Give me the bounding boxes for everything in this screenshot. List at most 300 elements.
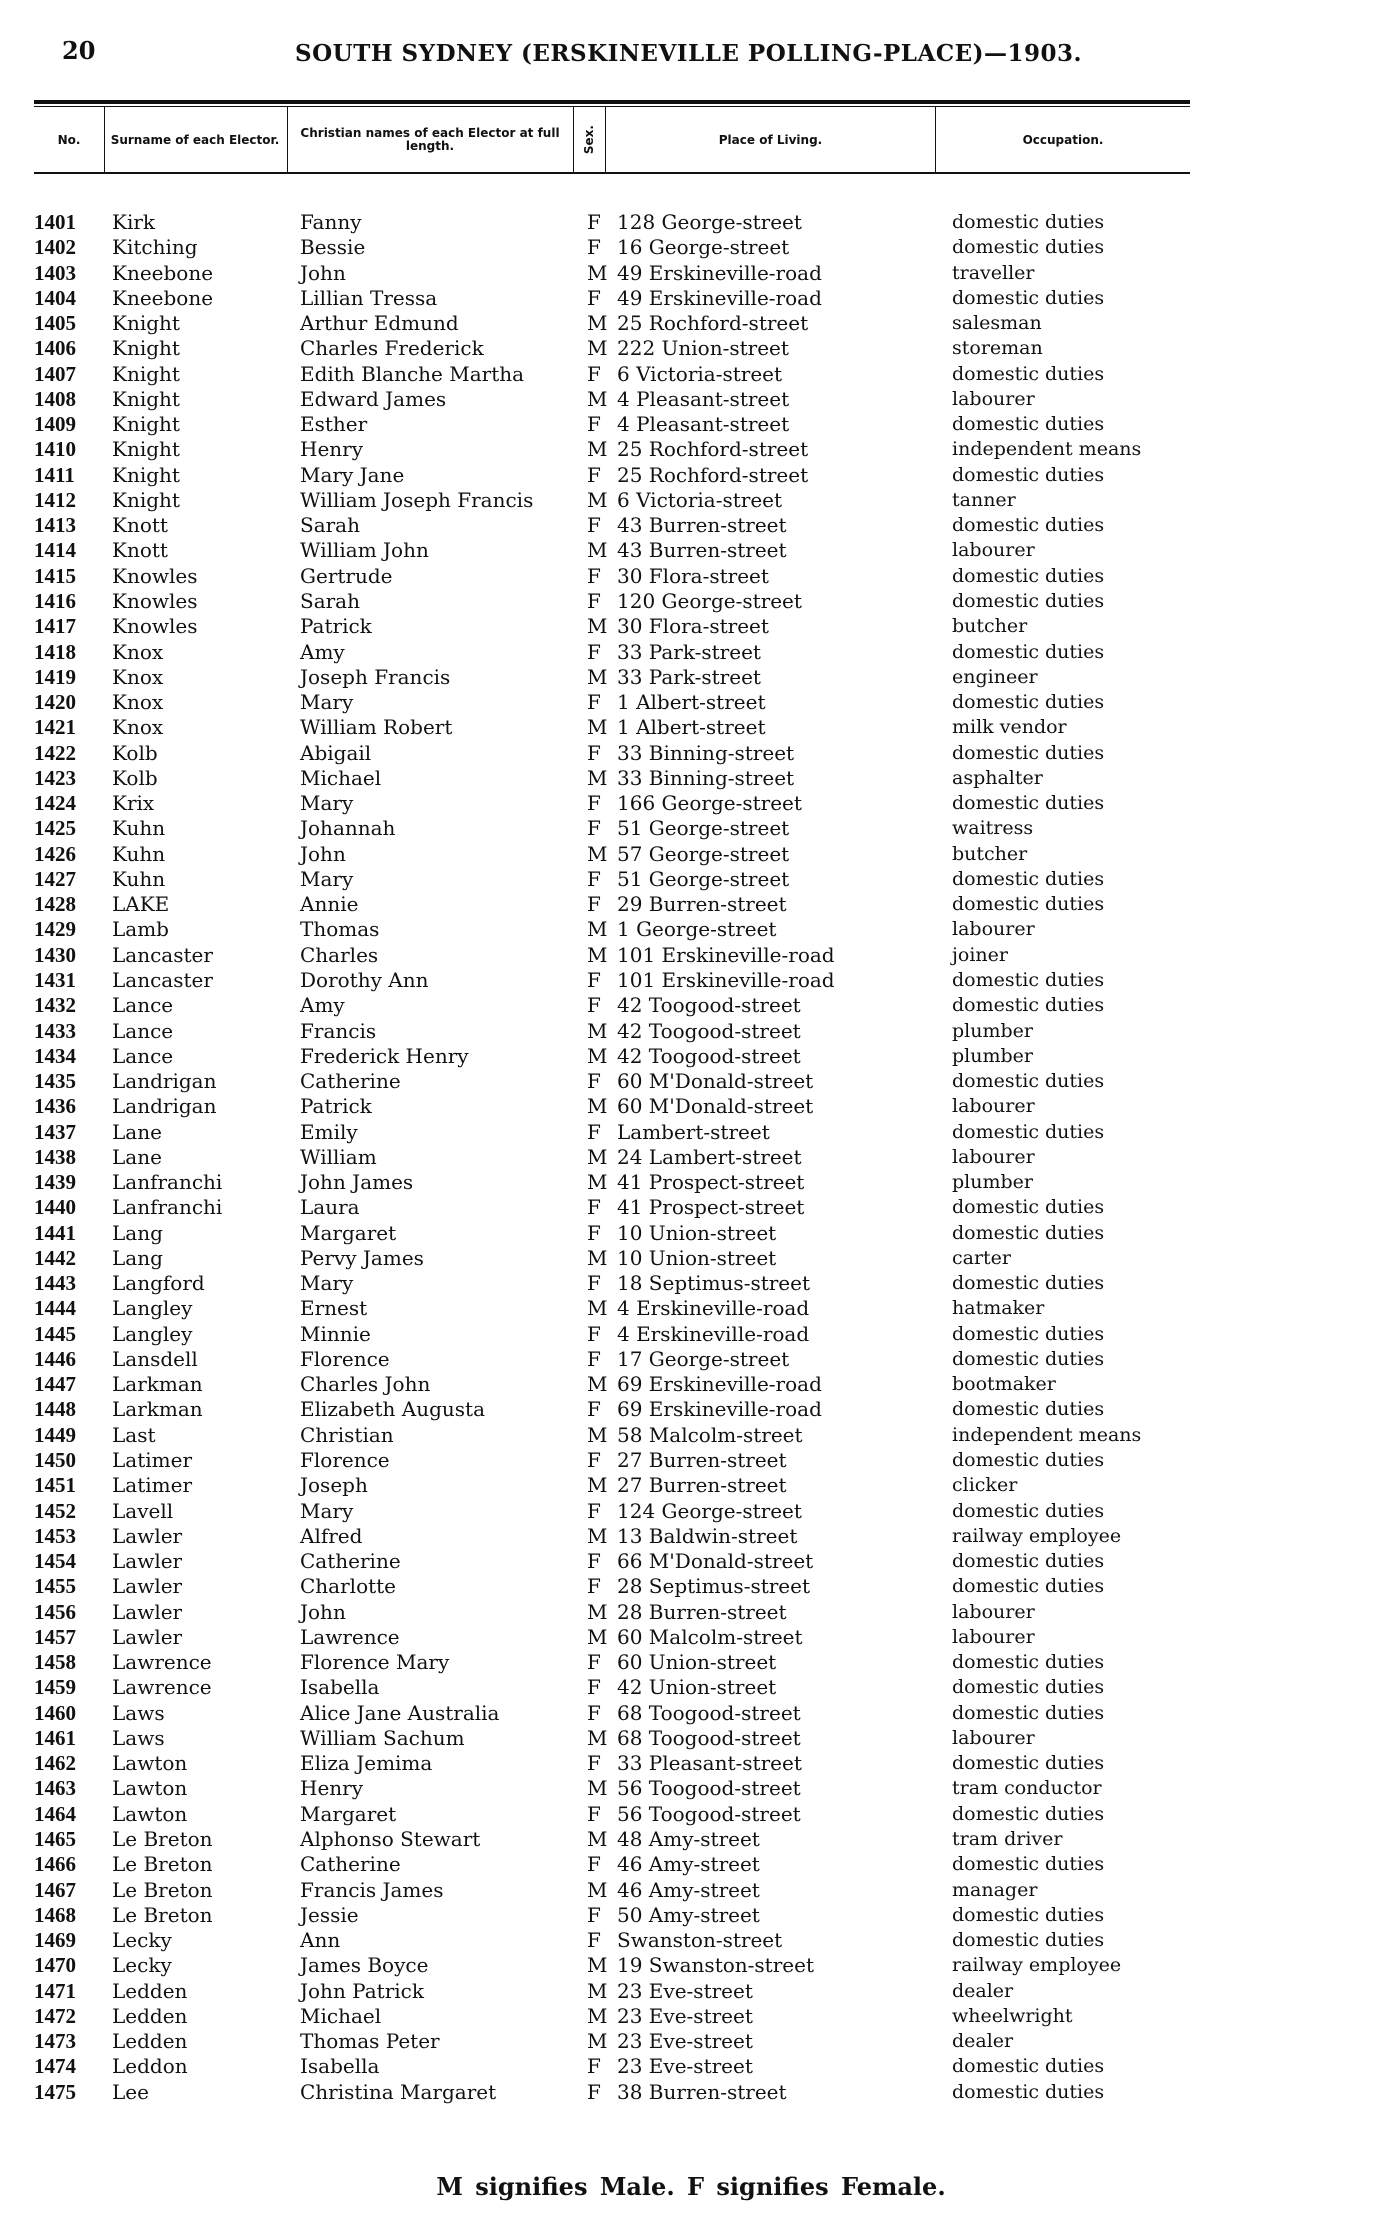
occupation: domestic duties xyxy=(952,413,1105,436)
place-of-living: 30 Flora-street xyxy=(617,563,769,588)
header-rule-thick xyxy=(34,100,1190,104)
surname: Larkman xyxy=(112,1397,203,1422)
occupation: labourer xyxy=(952,1600,1035,1623)
surname: Lane xyxy=(112,1119,162,1144)
elector-number: 1425 xyxy=(34,816,76,841)
occupation: railway employee xyxy=(952,1954,1122,1977)
place-of-living: 4 Pleasant-street xyxy=(617,386,790,411)
place-of-living: 69 Erskineville-road xyxy=(617,1372,822,1397)
place-of-living: 43 Burren-street xyxy=(617,513,787,538)
elector-number: 1402 xyxy=(34,235,76,260)
surname: Kitching xyxy=(112,235,198,260)
sex: M xyxy=(587,1978,608,2003)
table-row xyxy=(0,488,1382,513)
occupation: domestic duties xyxy=(952,1550,1105,1573)
occupation: joiner xyxy=(952,943,1008,966)
place-of-living: 58 Malcolm-street xyxy=(617,1422,803,1447)
place-of-living: 25 Rochford-street xyxy=(617,462,809,487)
surname: Laws xyxy=(112,1700,165,1725)
sex: M xyxy=(587,614,608,639)
elector-number: 1433 xyxy=(34,1018,76,1043)
occupation: plumber xyxy=(952,1044,1033,1067)
sex: F xyxy=(587,816,601,841)
occupation: engineer xyxy=(952,665,1038,688)
surname: Lancaster xyxy=(112,942,213,967)
occupation: domestic duties xyxy=(952,1752,1105,1775)
place-of-living: 42 Toogood-street xyxy=(617,1043,801,1068)
surname: Last xyxy=(112,1422,156,1447)
place-of-living: Swanston-street xyxy=(617,1928,783,1953)
christian-names: Sarah xyxy=(300,513,360,538)
place-of-living: 10 Union-street xyxy=(617,1220,777,1245)
place-of-living: 49 Erskineville-road xyxy=(617,260,822,285)
christian-names: Eliza Jemima xyxy=(300,1751,433,1776)
elector-number: 1439 xyxy=(34,1170,76,1195)
table-row xyxy=(0,690,1382,715)
surname: Kuhn xyxy=(112,866,166,891)
sex: M xyxy=(587,1473,608,1498)
elector-number: 1459 xyxy=(34,1675,76,1700)
place-of-living: 51 George-street xyxy=(617,816,790,841)
place-of-living: 56 Toogood-street xyxy=(617,1801,801,1826)
christian-names: Jessie xyxy=(300,1902,359,1927)
elector-number: 1429 xyxy=(34,917,76,942)
surname: Kirk xyxy=(112,210,156,234)
occupation: asphalter xyxy=(952,766,1043,789)
table-row xyxy=(0,1271,1382,1296)
christian-names: Pervy James xyxy=(300,1245,424,1270)
sex: F xyxy=(587,588,601,613)
elector-number: 1444 xyxy=(34,1296,76,1321)
christian-names: Amy xyxy=(300,993,345,1018)
occupation: domestic duties xyxy=(952,1120,1105,1143)
occupation: domestic duties xyxy=(952,640,1105,663)
place-of-living: 1 Albert-street xyxy=(617,715,766,740)
place-of-living: 13 Baldwin-street xyxy=(617,1523,798,1548)
occupation: domestic duties xyxy=(952,286,1105,309)
surname: Lawton xyxy=(112,1776,188,1801)
table-row xyxy=(0,943,1382,968)
table-row xyxy=(0,1574,1382,1599)
occupation: dealer xyxy=(952,2030,1014,2053)
table-row xyxy=(0,1802,1382,1827)
occupation: domestic duties xyxy=(952,236,1105,259)
table-row xyxy=(0,1499,1382,1524)
elector-number: 1443 xyxy=(34,1271,76,1296)
christian-names: Patrick xyxy=(300,614,372,639)
christian-names: Mary xyxy=(300,866,354,891)
surname: Knowles xyxy=(112,563,198,588)
sex: F xyxy=(587,1271,601,1296)
sex: F xyxy=(587,1119,601,1144)
sex: F xyxy=(587,1751,601,1776)
occupation: tram driver xyxy=(952,1828,1063,1850)
elector-number: 1430 xyxy=(34,942,76,967)
elector-number: 1406 xyxy=(34,336,76,361)
christian-names: Edward James xyxy=(300,386,447,411)
elector-number: 1436 xyxy=(34,1094,76,1119)
sex: M xyxy=(587,487,608,512)
sex: M xyxy=(587,2029,608,2054)
table-row xyxy=(0,261,1382,286)
christian-names: Isabella xyxy=(300,2054,380,2079)
occupation: domestic duties xyxy=(952,691,1105,714)
place-of-living: 23 Eve-street xyxy=(617,2029,753,2054)
elector-number: 1450 xyxy=(34,1448,76,1473)
table-row xyxy=(0,286,1382,311)
table-row xyxy=(0,1751,1382,1776)
sex: M xyxy=(587,1599,608,1624)
table-row xyxy=(0,1347,1382,1372)
sex: F xyxy=(587,2079,601,2104)
surname: Lansdell xyxy=(112,1346,198,1371)
surname: Knight xyxy=(112,462,180,487)
table-row xyxy=(0,867,1382,892)
surname: Lawrence xyxy=(112,1650,212,1675)
christian-names: William xyxy=(300,1144,377,1169)
elector-number: 1467 xyxy=(34,1877,76,1902)
christian-names: Margaret xyxy=(300,1220,397,1245)
occupation: milk vendor xyxy=(952,716,1067,739)
table-row xyxy=(0,1953,1382,1978)
place-of-living: 60 M'Donald-street xyxy=(617,1069,814,1094)
place-of-living: 46 Amy-street xyxy=(617,1852,760,1877)
occupation: domestic duties xyxy=(952,514,1105,537)
elector-number: 1431 xyxy=(34,967,76,992)
sex: F xyxy=(587,1700,601,1725)
sex: F xyxy=(587,740,601,765)
surname: Knox xyxy=(112,690,164,715)
surname: Lang xyxy=(112,1220,163,1245)
christian-names: Johannah xyxy=(300,816,396,841)
elector-number: 1420 xyxy=(34,690,76,715)
elector-number: 1465 xyxy=(34,1827,76,1851)
sex: M xyxy=(587,1245,608,1270)
elector-number: 1462 xyxy=(34,1751,76,1776)
elector-number: 1416 xyxy=(34,588,76,613)
surname: Knight xyxy=(112,386,180,411)
sex: F xyxy=(587,1675,601,1700)
surname: Lance xyxy=(112,993,174,1018)
place-of-living: 23 Eve-street xyxy=(617,2054,753,2079)
elector-number: 1417 xyxy=(34,614,76,639)
surname: Knowles xyxy=(112,588,198,613)
christian-names: Mary xyxy=(300,1498,354,1523)
christian-names: John xyxy=(300,841,346,866)
christian-names: Mary xyxy=(300,791,354,816)
sex: F xyxy=(587,462,601,487)
place-of-living: 124 George-street xyxy=(617,1498,802,1523)
occupation: hatmaker xyxy=(952,1297,1045,1320)
occupation: domestic duties xyxy=(952,211,1105,233)
surname: Lance xyxy=(112,1043,174,1068)
christian-names: William Joseph Francis xyxy=(300,487,534,512)
place-of-living: 33 Park-street xyxy=(617,664,761,689)
table-row xyxy=(0,766,1382,791)
table-row xyxy=(0,1044,1382,1069)
occupation: clicker xyxy=(952,1474,1018,1497)
christian-names: Henry xyxy=(300,437,364,462)
sex: M xyxy=(587,1953,608,1978)
place-of-living: 16 George-street xyxy=(617,235,790,260)
place-of-living: 69 Erskineville-road xyxy=(617,1397,822,1422)
page-title: SOUTH SYDNEY (ERSKINEVILLE POLLING-PLACE)—1903. xyxy=(295,40,1083,67)
table-row xyxy=(0,362,1382,387)
elector-number: 1435 xyxy=(34,1069,76,1094)
occupation: domestic duties xyxy=(952,1853,1105,1876)
christian-names: Annie xyxy=(300,892,359,917)
surname: Kneebone xyxy=(112,260,214,285)
place-of-living: 101 Erskineville-road xyxy=(617,967,835,992)
sex: M xyxy=(587,1827,608,1851)
surname: Knott xyxy=(112,513,168,538)
elector-number: 1412 xyxy=(34,487,76,512)
table-row xyxy=(0,1549,1382,1574)
christian-names: Charles xyxy=(300,942,379,967)
surname: Knox xyxy=(112,664,164,689)
occupation: independent means xyxy=(952,438,1142,461)
occupation: manager xyxy=(952,1878,1038,1901)
table-row xyxy=(0,968,1382,993)
christian-names: Ann xyxy=(300,1928,341,1953)
place-of-living: 19 Swanston-street xyxy=(617,1953,814,1978)
table-row xyxy=(0,1397,1382,1422)
place-of-living: 43 Burren-street xyxy=(617,538,787,563)
christian-names: Catherine xyxy=(300,1549,401,1574)
surname: Lawton xyxy=(112,1801,188,1826)
surname: Lamb xyxy=(112,917,169,942)
christian-names: Henry xyxy=(300,1776,364,1801)
table-row xyxy=(0,892,1382,917)
christian-names: Sarah xyxy=(300,588,360,613)
christian-names: Alfred xyxy=(300,1523,363,1548)
surname: Lang xyxy=(112,1245,163,1270)
occupation: domestic duties xyxy=(952,1221,1105,1244)
table-row xyxy=(0,1221,1382,1246)
sex: F xyxy=(587,1498,601,1523)
table-row xyxy=(0,1675,1382,1700)
christian-names: Francis xyxy=(300,1018,377,1043)
surname: Latimer xyxy=(112,1473,192,1498)
table-row xyxy=(0,1322,1382,1347)
occupation: domestic duties xyxy=(952,1903,1105,1926)
column-header-occupation: Occupation. xyxy=(1022,132,1104,147)
surname: Lancaster xyxy=(112,967,213,992)
elector-number: 1449 xyxy=(34,1422,76,1447)
elector-number: 1469 xyxy=(34,1928,76,1953)
occupation: dealer xyxy=(952,1979,1014,2002)
occupation: domestic duties xyxy=(952,1499,1105,1522)
table-row xyxy=(0,336,1382,361)
table-row xyxy=(0,1246,1382,1271)
table-row xyxy=(0,1296,1382,1321)
christian-names: Edith Blanche Martha xyxy=(300,361,525,386)
occupation: labourer xyxy=(952,1095,1035,1118)
surname: Knight xyxy=(112,412,180,437)
elector-number: 1446 xyxy=(34,1346,76,1371)
occupation: tanner xyxy=(952,488,1016,511)
place-of-living: 23 Eve-street xyxy=(617,1978,753,2003)
christian-names: Mary Jane xyxy=(300,462,405,487)
surname: Lavell xyxy=(112,1498,174,1523)
elector-number: 1452 xyxy=(34,1498,76,1523)
place-of-living: 4 Pleasant-street xyxy=(617,412,790,437)
place-of-living: 46 Amy-street xyxy=(617,1877,760,1902)
occupation: domestic duties xyxy=(952,2080,1105,2103)
occupation: domestic duties xyxy=(952,362,1105,385)
table-row xyxy=(0,210,1382,235)
elector-number: 1434 xyxy=(34,1043,76,1068)
place-of-living: 28 Burren-street xyxy=(617,1599,787,1624)
christian-names: Emily xyxy=(300,1119,358,1144)
sex: F xyxy=(587,1549,601,1574)
table-row xyxy=(0,1120,1382,1145)
elector-number: 1405 xyxy=(34,311,76,336)
christian-names: Francis James xyxy=(300,1877,444,1902)
sex: F xyxy=(587,1650,601,1675)
sex: M xyxy=(587,1877,608,1902)
occupation: domestic duties xyxy=(952,1676,1105,1699)
occupation: domestic duties xyxy=(952,867,1105,890)
occupation: labourer xyxy=(952,1145,1035,1168)
place-of-living: 4 Erskineville-road xyxy=(617,1296,810,1321)
place-of-living: 68 Toogood-street xyxy=(617,1700,801,1725)
sex: M xyxy=(587,538,608,563)
occupation: domestic duties xyxy=(952,741,1105,764)
occupation: domestic duties xyxy=(952,968,1105,991)
occupation: domestic duties xyxy=(952,1929,1105,1952)
christian-names: Dorothy Ann xyxy=(300,967,429,992)
place-of-living: 25 Rochford-street xyxy=(617,437,809,462)
sex: M xyxy=(587,437,608,462)
column-header-no: No. xyxy=(57,132,81,147)
surname: Ledden xyxy=(112,2029,188,2054)
place-of-living: 33 Binning-street xyxy=(617,740,795,765)
surname: Ledden xyxy=(112,2003,188,2028)
sex: M xyxy=(587,1624,608,1649)
elector-number: 1456 xyxy=(34,1599,76,1624)
elector-number: 1428 xyxy=(34,892,76,917)
sex: F xyxy=(587,1069,601,1094)
surname: Knox xyxy=(112,715,164,740)
elector-number: 1403 xyxy=(34,260,76,285)
occupation: plumber xyxy=(952,1171,1033,1194)
elector-number: 1447 xyxy=(34,1372,76,1397)
elector-number: 1415 xyxy=(34,563,76,588)
table-row xyxy=(0,1372,1382,1397)
sex: F xyxy=(587,866,601,891)
sex: F xyxy=(587,1801,601,1826)
table-row xyxy=(0,1448,1382,1473)
table-row xyxy=(0,1600,1382,1625)
sex: M xyxy=(587,1043,608,1068)
sex: F xyxy=(587,1574,601,1599)
elector-number: 1474 xyxy=(34,2054,76,2079)
christian-names: John James xyxy=(300,1170,414,1195)
place-of-living: 42 Union-street xyxy=(617,1675,777,1700)
surname: Latimer xyxy=(112,1448,192,1473)
surname: Knott xyxy=(112,538,168,563)
elector-number: 1461 xyxy=(34,1725,76,1750)
sex: F xyxy=(587,513,601,538)
place-of-living: 56 Toogood-street xyxy=(617,1776,801,1801)
surname: Lawler xyxy=(112,1549,183,1574)
elector-number: 1413 xyxy=(34,513,76,538)
christian-names: Joseph xyxy=(300,1473,368,1498)
sex: M xyxy=(587,664,608,689)
occupation: domestic duties xyxy=(952,792,1105,815)
christian-names: Charles Frederick xyxy=(300,336,484,361)
occupation: domestic duties xyxy=(952,1398,1105,1421)
surname: Le Breton xyxy=(112,1827,213,1851)
surname: Knight xyxy=(112,437,180,462)
occupation: storeman xyxy=(952,337,1043,360)
place-of-living: 33 Park-street xyxy=(617,639,761,664)
table-row xyxy=(0,791,1382,816)
elector-number: 1414 xyxy=(34,538,76,563)
christian-names: Florence Mary xyxy=(300,1650,450,1675)
surname: Le Breton xyxy=(112,1852,213,1877)
sex: F xyxy=(587,412,601,437)
table-row xyxy=(0,1979,1382,2004)
elector-number: 1437 xyxy=(34,1119,76,1144)
christian-names: Patrick xyxy=(300,1094,372,1119)
table-row xyxy=(0,463,1382,488)
elector-number: 1432 xyxy=(34,993,76,1018)
occupation: waitress xyxy=(952,817,1034,840)
christian-names: Gertrude xyxy=(300,563,393,588)
elector-number: 1445 xyxy=(34,1321,76,1346)
table-row xyxy=(0,1903,1382,1928)
sex: F xyxy=(587,1195,601,1220)
table-row xyxy=(0,1473,1382,1498)
place-of-living: 23 Eve-street xyxy=(617,2003,753,2028)
elector-number: 1454 xyxy=(34,1549,76,1574)
sex: M xyxy=(587,1018,608,1043)
christian-names: William Sachum xyxy=(300,1725,465,1750)
christian-names: Christina Margaret xyxy=(300,2079,497,2104)
table-row xyxy=(0,715,1382,740)
elector-list xyxy=(0,210,1382,2105)
christian-names: Frederick Henry xyxy=(300,1043,469,1068)
surname: Knox xyxy=(112,639,164,664)
table-row xyxy=(0,1170,1382,1195)
surname: Kneebone xyxy=(112,285,214,310)
elector-number: 1458 xyxy=(34,1650,76,1675)
elector-number: 1422 xyxy=(34,740,76,765)
surname: Lawrence xyxy=(112,1675,212,1700)
occupation: domestic duties xyxy=(952,893,1105,916)
place-of-living: 128 George-street xyxy=(617,210,802,234)
elector-number: 1427 xyxy=(34,866,76,891)
sex: F xyxy=(587,2054,601,2079)
elector-number: 1470 xyxy=(34,1953,76,1978)
sex: M xyxy=(587,1296,608,1321)
elector-number: 1457 xyxy=(34,1624,76,1649)
occupation: labourer xyxy=(952,1726,1035,1749)
sex: M xyxy=(587,1094,608,1119)
table-row xyxy=(0,564,1382,589)
place-of-living: 48 Amy-street xyxy=(617,1827,760,1851)
table-row xyxy=(0,437,1382,462)
column-header-sex xyxy=(574,108,605,172)
place-of-living: 120 George-street xyxy=(617,588,802,613)
sex: F xyxy=(587,210,601,234)
elector-number: 1466 xyxy=(34,1852,76,1877)
place-of-living: Lambert-street xyxy=(617,1119,770,1144)
place-of-living: 222 Union-street xyxy=(617,336,789,361)
christian-names: Charlotte xyxy=(300,1574,397,1599)
